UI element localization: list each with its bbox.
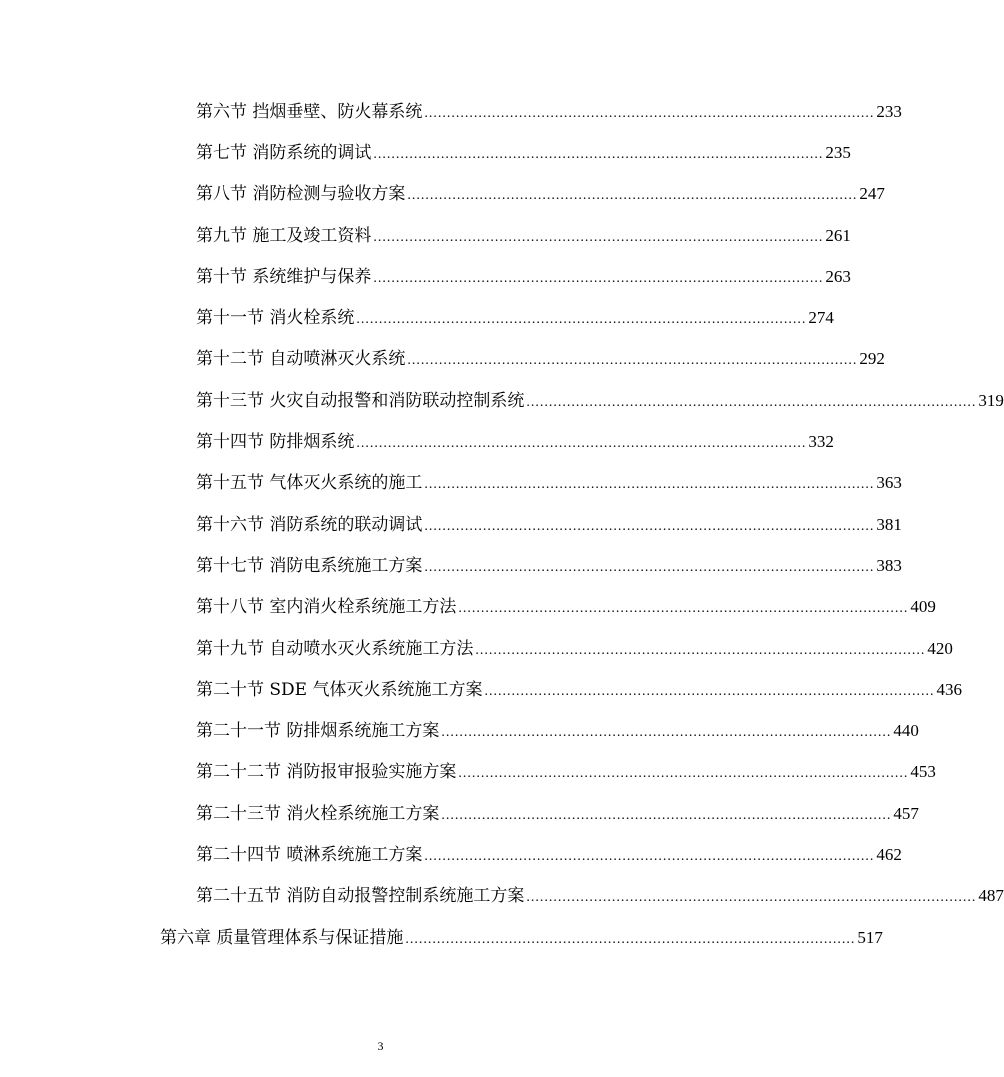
toc-dot-leader: .................................................................................................... [356,436,807,452]
toc-entry-page: 383 [876,555,902,575]
toc-dot-leader: .................................................................................................... [458,601,909,617]
toc-entry-page: 381 [876,514,902,534]
toc-entry-title: 第十九节 自动喷水灭火系统施工方法 [196,638,474,659]
toc-entry[interactable] [196,215,851,256]
toc-entry-title: 第九节 施工及竣工资料 [196,225,372,246]
toc-dot-leader: .................................................................................................... [424,848,875,864]
toc-entry[interactable] [196,587,936,628]
toc-entry-page: 292 [859,349,885,369]
toc-entry[interactable] [196,421,834,462]
toc-dot-leader: .................................................................................................... [407,188,858,204]
table-of-contents [0,91,1004,958]
toc-entry[interactable] [196,297,834,338]
toc-entry-title: 第二十节 SDE 气体灭火系统施工方案 [196,679,483,700]
toc-entry-title: 第二十四节 喷淋系统施工方案 [196,844,423,865]
toc-entry-page: 332 [808,432,834,452]
toc-dot-leader: .................................................................................................... [407,353,858,369]
toc-entry-title: 第十节 系统维护与保养 [196,266,372,287]
toc-entry[interactable] [196,256,851,297]
toc-dot-leader: .................................................................................................... [441,725,892,741]
toc-entry-title: 第十七节 消防电系统施工方案 [196,555,423,576]
toc-dot-leader: .................................................................................................... [373,229,824,245]
toc-entry-page: 457 [893,803,919,823]
toc-dot-leader: .................................................................................................... [475,642,926,658]
toc-chapter-page: 517 [857,927,883,947]
toc-entry[interactable] [196,628,953,669]
toc-entry-title: 第二十一节 防排烟系统施工方案 [196,721,440,742]
toc-entry-page: 235 [825,142,851,162]
toc-entry-page: 453 [910,762,936,782]
toc-dot-leader: .................................................................................................... [526,890,977,906]
toc-dot-leader: .................................................................................................... [405,931,856,947]
toc-entry-title: 第二十五节 消防自动报警控制系统施工方案 [196,886,525,907]
toc-entry-page: 440 [893,721,919,741]
toc-chapter-entry[interactable] [160,917,883,958]
toc-entry[interactable] [196,876,1004,917]
toc-entry-page: 247 [859,184,885,204]
toc-entry[interactable] [196,91,902,132]
toc-dot-leader: .................................................................................................... [373,146,824,162]
toc-entry[interactable] [196,132,851,173]
toc-entry[interactable] [196,793,919,834]
toc-entry-title: 第十五节 气体灭火系统的施工 [196,473,423,494]
toc-entry-title: 第十四节 防排烟系统 [196,432,355,453]
toc-dot-leader: .................................................................................................... [424,559,875,575]
toc-entry[interactable] [196,834,902,875]
toc-entry[interactable] [196,339,885,380]
toc-dot-leader: .................................................................................................... [458,766,909,782]
toc-dot-leader: .................................................................................................... [484,683,935,699]
toc-entry-title: 第十八节 室内消火栓系统施工方法 [196,597,457,618]
toc-dot-leader: .................................................................................................... [356,312,807,328]
toc-entry-title: 第十一节 消火栓系统 [196,308,355,329]
toc-entry-title: 第六节 挡烟垂壁、防火幕系统 [196,101,423,122]
page-number: 3 [377,1039,384,1053]
toc-dot-leader: .................................................................................................... [526,394,977,410]
toc-entry-page: 233 [876,101,902,121]
toc-entry-page: 363 [876,473,902,493]
toc-entry-page: 274 [808,308,834,328]
toc-entry-page: 263 [825,266,851,286]
toc-entry-title: 第十三节 火灾自动报警和消防联动控制系统 [196,390,525,411]
toc-entry[interactable] [196,174,885,215]
toc-entry-page: 409 [910,597,936,617]
toc-dot-leader: .................................................................................................... [441,807,892,823]
toc-entry-page: 261 [825,225,851,245]
toc-dot-leader: .................................................................................................... [373,270,824,286]
toc-entry-title: 第十六节 消防系统的联动调试 [196,514,423,535]
toc-chapter-title: 第六章 质量管理体系与保证措施 [160,927,404,948]
toc-entry[interactable] [196,463,902,504]
toc-entry-title: 第二十三节 消火栓系统施工方案 [196,803,440,824]
toc-dot-leader: .................................................................................................... [424,518,875,534]
toc-dot-leader: .................................................................................................... [424,477,875,493]
toc-entry[interactable] [196,545,902,586]
toc-entry[interactable] [196,710,919,751]
toc-entry-page: 436 [936,679,962,699]
toc-entry-page: 487 [978,886,1004,906]
toc-entry-title: 第七节 消防系统的调试 [196,142,372,163]
toc-entry[interactable] [196,669,962,710]
toc-entry-title: 第八节 消防检测与验收方案 [196,184,406,205]
toc-entry-page: 420 [927,638,953,658]
toc-entry-title: 第二十二节 消防报审报验实施方案 [196,762,457,783]
toc-entry-page: 319 [978,390,1004,410]
toc-entry[interactable] [196,380,1004,421]
toc-entry-page: 462 [876,844,902,864]
toc-entry[interactable] [196,504,902,545]
toc-entry[interactable] [196,752,936,793]
toc-entry-title: 第十二节 自动喷淋灭火系统 [196,349,406,370]
toc-dot-leader: .................................................................................................... [424,105,875,121]
